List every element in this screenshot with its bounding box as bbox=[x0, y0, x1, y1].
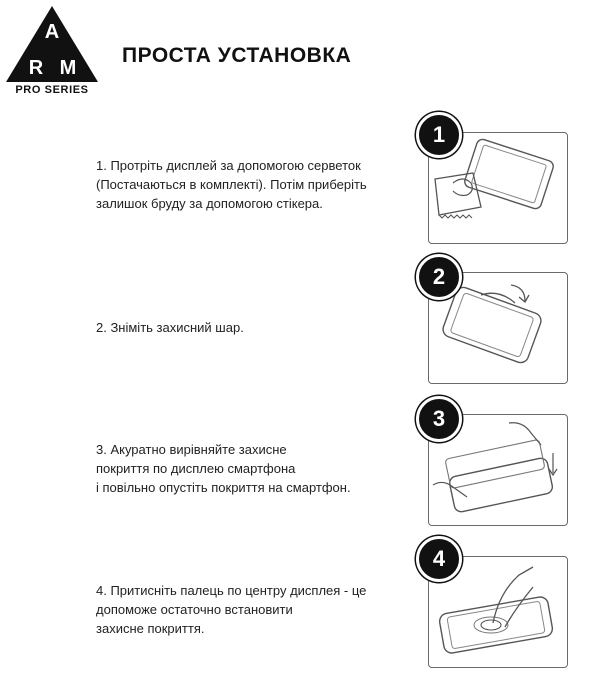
logo-letter-a: A bbox=[44, 21, 60, 43]
step-4-line-3: захисне покриття. bbox=[96, 621, 205, 636]
step-2-text bbox=[96, 318, 416, 337]
logo-triangle bbox=[4, 4, 100, 84]
logo-letter-r: R bbox=[28, 57, 44, 79]
step-3-badge: 3 bbox=[416, 396, 462, 442]
step-1-line-1: 1. Протріть дисплей за допомогою серветок bbox=[96, 158, 361, 173]
step-4-line-1: 4. Притисніть палець по центру дисплея - це bbox=[96, 583, 367, 598]
step-4-text bbox=[96, 581, 416, 638]
page-title: ПРОСТА УСТАНОВКА bbox=[122, 44, 352, 67]
step-2-line-1: 2. Зніміть захисний шар. bbox=[96, 320, 244, 335]
logo-letter-m: M bbox=[59, 57, 77, 79]
step-4-line-2: допоможе остаточно встановити bbox=[96, 602, 293, 617]
step-4-badge: 4 bbox=[416, 536, 462, 582]
step-3-line-3: і повільно опустіть покриття на смартфон. bbox=[96, 480, 351, 495]
logo-subtitle: PRO SERIES bbox=[15, 84, 89, 96]
step-3-text bbox=[96, 440, 416, 497]
step-3-line-1: 3. Акуратно вирівняйте захисне bbox=[96, 442, 287, 457]
arm-logo bbox=[4, 4, 100, 100]
step-3-line-2: покриття по дисплею смартфона bbox=[96, 461, 296, 476]
step-2-badge: 2 bbox=[416, 254, 462, 300]
step-1-text bbox=[96, 156, 416, 213]
step-1-badge: 1 bbox=[416, 112, 462, 158]
step-1-line-3: залишок бруду за допомогою стікера. bbox=[96, 196, 323, 211]
step-1-line-2: (Постачаються в комплекті). Потім приберіть bbox=[96, 177, 367, 192]
